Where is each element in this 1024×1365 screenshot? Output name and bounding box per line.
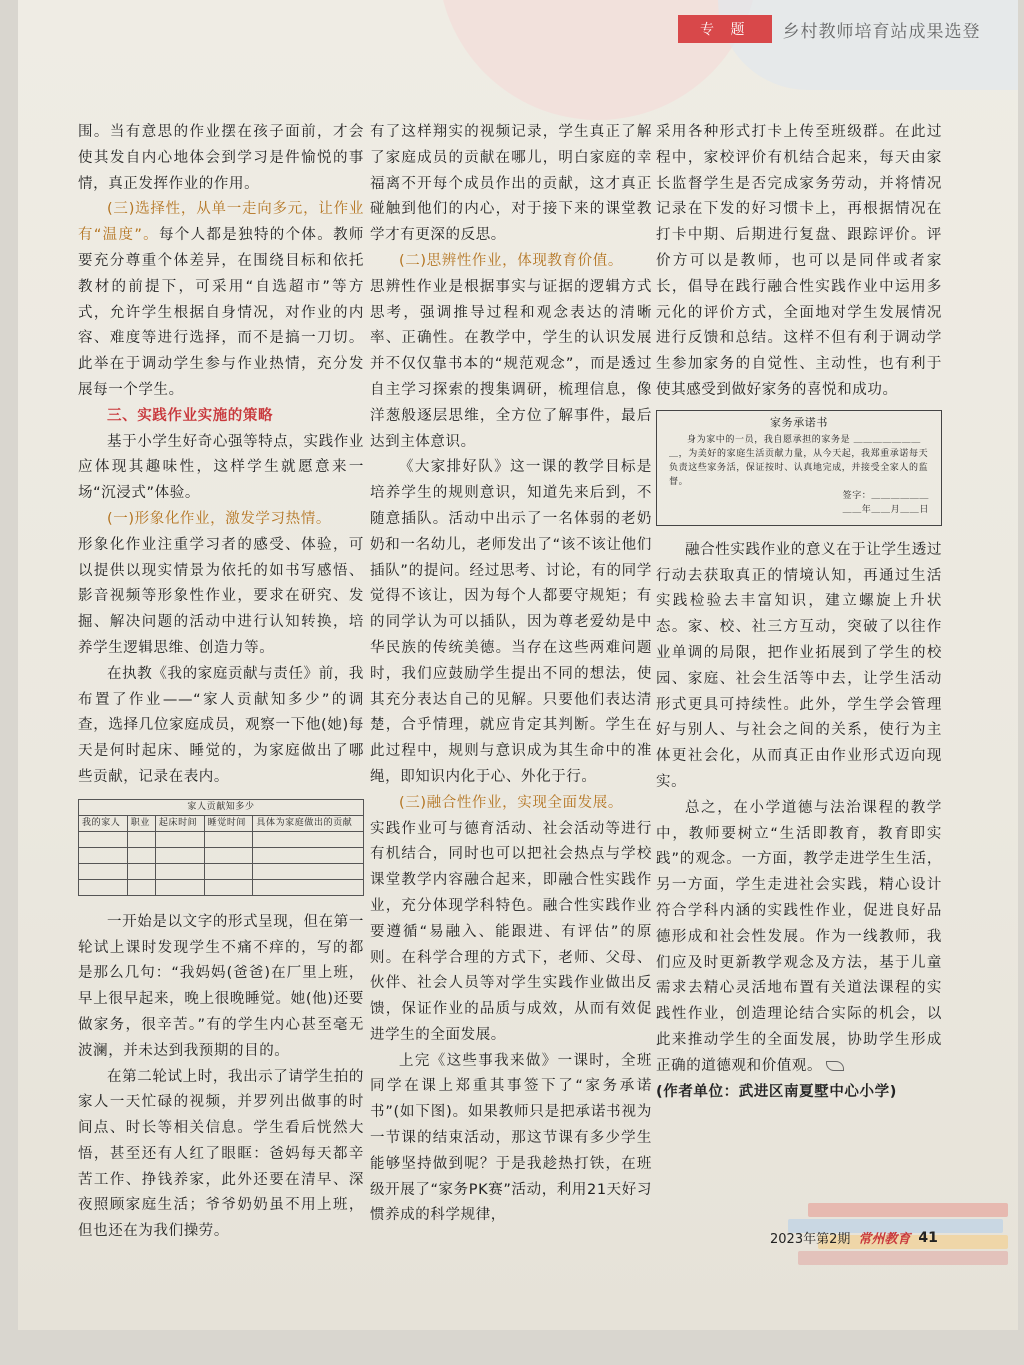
survey-table	[78, 799, 364, 896]
subheading: (一)形象化作业，激发学习热情。	[107, 510, 331, 527]
page-header	[678, 14, 980, 44]
subheading: (二)思辨性作业，体现教育价值。	[399, 252, 623, 269]
paragraph: 形象化作业注重学习者的感受、体验，可以提供以现实情景为依托的如书写感悟、影音视频等形象性作业，要求在研究、发掘、解决问题的活动中进行认知转换，培养学生逻辑思维、创造力等。	[78, 536, 364, 656]
section-tag: 专 题	[678, 15, 772, 43]
paragraph: 实践作业可与德育活动、社会活动等进行有机结合，同时也可以把社会热点与学校课堂教学内容融合起来，即融合性实践作业，充分体现学科特色。融合性实践作业要遵循“易融入、能跟进、有评估”的原则。在科学合理的方式下，老师、父母、伙伴、社会人员等对学生实践作业做出反馈，保证作业的品质与成效，从而有效促进学生的全面发展。	[370, 820, 652, 1043]
pledge-box	[656, 410, 942, 526]
subheading: (三)选择性，从单一走向多元，让作业有“温度”。	[78, 201, 364, 244]
table-row	[79, 831, 364, 847]
table-row	[79, 879, 364, 895]
table-header: 具体为家庭做出的贡献	[253, 815, 364, 831]
pledge-date: ＿＿年＿＿月＿＿日	[842, 504, 929, 515]
magazine-page	[18, 0, 1018, 1330]
table-row	[79, 847, 364, 863]
paragraph: 在第二轮试上时，我出示了请学生拍的家人一天忙碌的视频，并罗列出做事的时间点、时长等相关信息。学生看后恍然大悟，甚至还有人红了眼眶：爸妈每天都辛苦工作、挣钱养家，此外还要在清早、深夜照顾家庭生活；爷爷奶奶虽不用上班，但也还在为我们操劳。	[78, 1068, 364, 1240]
table-caption: 家人贡献知多少	[79, 799, 364, 815]
paragraph: 一开始是以文字的形式呈现，但在第一轮试上课时发现学生不痛不痒的，写的都是那么几句：“我妈妈(爸爸)在厂里上班，早上很早起来，晚上很晚睡觉。她(他)还要做家务，很辛苦。”有的学生内心甚至毫无波澜，并未达到我预期的目的。	[78, 913, 364, 1059]
page-footer	[770, 1228, 938, 1247]
author-affiliation: (作者单位：武进区南夏墅中心小学)	[656, 1083, 897, 1100]
pledge-title: 家务承诺书	[770, 415, 828, 429]
pledge-body: 身为家中的一员，我自愿承担的家务是 ＿＿＿＿＿＿＿＿，为美好的家庭生活贡献力量，从今天起，我郑重承诺每天负责这些家务活，保证按时、认真地完成，并接受全家人的监督。	[669, 434, 929, 487]
text-column-2	[370, 120, 652, 1229]
issue-label: 2023年第2期	[770, 1232, 851, 1247]
text-column-1	[78, 120, 364, 1245]
text-column-3	[656, 120, 942, 1105]
pledge-sign: 签字：＿＿＿＿＿＿	[842, 490, 929, 501]
section-heading: 三、实践作业实施的策略	[107, 407, 274, 424]
paragraph: 《大家排好队》这一课的教学目标是培养学生的规则意识，知道先来后到，不随意插队。活动中出示了一名体弱的老奶奶和一名幼儿，老师发出了“该不该让他们插队”的提问。经过思考、讨论，有的同学觉得不该让，因为每个人都要守规矩；有的同学认为可以插队，因为尊老爱幼是中华民族的传统美德。当存在这些两难问题时，我们应鼓励学生提出不同的想法，使其充分表达自己的见解。只要他们表达清楚，合乎情理，就应肯定其判断。学生在此过程中，规则与意识成为其生命中的准绳，即知识内化于心、外化于行。	[370, 459, 652, 785]
page-number: 41	[918, 1229, 938, 1246]
table-header: 起床时间	[155, 815, 204, 831]
paragraph	[78, 197, 364, 403]
paragraph: 有了这样翔实的视频记录，学生真正了解了家庭成员的贡献在哪儿，明白家庭的幸福离不开每个成员作出的贡献，这才真正碰触到他们的内心，对于接下来的课堂教学才有更深的反思。	[370, 124, 652, 244]
paragraph: 采用各种形式打卡上传至班级群。在此过程中，家校评价有机结合起来，每天由家长监督学生是否完成家务劳动，并将情况记录在下发的好习惯卡上，再根据情况在打卡中期、后期进行复盘、跟踪评价。评价方可以是教师，也可以是同伴或者家长，倡导在践行融合性实践作业中运用多元化的评价方式，全面地对学生发展情况进行反馈和总结。这样不但有利于调动学生参加家务的自觉性、主动性，也有利于使其感受到做好家务的喜悦和成功。	[656, 124, 942, 398]
table-row	[79, 863, 364, 879]
paragraph: 围。当有意思的作业摆在孩子面前，才会使其发自内心地体会到学习是件愉悦的事情，真正发挥作业的作用。	[78, 124, 364, 192]
paragraph: 上完《这些事我来做》一课时，全班同学在课上郑重其事签下了“家务承诺书”(如下图)。如果教师只是把承诺书视为一节课的结束活动，那这节课有多少学生能够坚持做到呢？于是我趁热打铁，在班级开展了“家务PK赛”活动，利用21天好习惯养成的科学规律，	[370, 1052, 652, 1224]
magazine-name: 常州教育	[858, 1232, 911, 1247]
subheading: (三)融合性作业，实现全面发展。	[399, 794, 623, 811]
table-header: 职业	[127, 815, 155, 831]
paragraph: 基于小学生好奇心强等特点，实践作业应体现其趣味性，这样学生就愿意来一场“沉浸式”体验。	[78, 433, 364, 502]
header-title: 乡村教师培育站成果选登	[782, 21, 981, 42]
leaf-icon	[826, 1061, 844, 1071]
paragraph: 思辨性作业是根据事实与证据的逻辑方式思考，强调推导过程和观念表达的清晰率、正确性。在教学中，学生的认识发展并不仅仅靠书本的“规范观念”，而是透过自主学习探索的搜集调研，梳理信息，像洋葱般逐层思维，全方位了解事件，最后达到主体意识。	[370, 278, 652, 450]
paragraph: 在执教《我的家庭贡献与责任》前，我布置了作业——“家人贡献知多少”的调查，选择几位家庭成员，观察一下他(她)每天是何时起床、睡觉的，为家庭做出了哪些贡献，记录在表内。	[78, 665, 364, 785]
paragraph-text: 每个人都是独特的个体。教师要充分尊重个体差异，在围绕目标和依托教材的前提下，可采用“自选超市”等方式，允许学生根据自身情况，对作业的内容、难度等进行选择，而不是搞一刀切。此举在于调动学生参与作业热情，充分发展每一个学生。	[78, 227, 364, 398]
paragraph: 融合性实践作业的意义在于让学生透过行动去获取真正的情境认知，再通过生活实践检验去丰富知识，建立螺旋上升状态。家、校、社三方互动，突破了以往作业单调的局限，把作业拓展到了学生的校园、家庭、社会生活等中去，让学生活动形式更具可持续性。此外，学生学会管理好与别人、与社会之间的关系，使行为主体更社会化，从而真正由作业形式迈向现实。	[656, 541, 942, 790]
table-header: 我的家人	[79, 815, 128, 831]
paragraph-text: 总之，在小学道德与法治课程的教学中，教师要树立“生活即教育，教育即实践”的观念。一方面，教学走进学生生活，另一方面，学生走进社会实践，精心设计符合学科内涵的实践性作业，促进良好品德形成和社会性发展。作为一线教师，我们应及时更新教学观念及方法，基于儿童需求去精心灵活地布置有关道法课程的实践性作业，创造理论结合实际的机会，以此来推动学生的全面发展，协助学生形成正确的道德观和价值观。	[656, 799, 942, 1074]
paragraph	[656, 796, 942, 1080]
table-header: 睡觉时间	[204, 815, 253, 831]
